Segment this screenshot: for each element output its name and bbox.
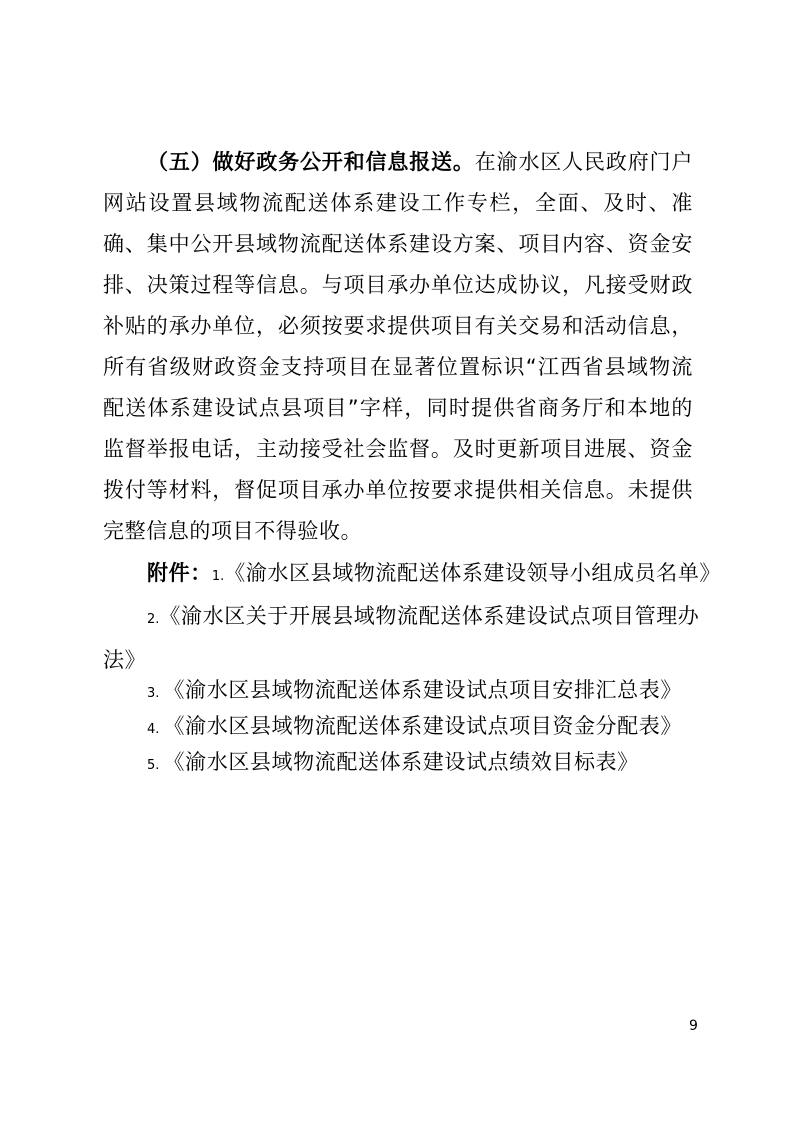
- attachment-number: 5.: [147, 758, 164, 773]
- attachment-title: 《渝水区县域物流配送体系建设试点绩效目标表》: [163, 750, 639, 774]
- section-heading: （五）做好政务公开和信息报送。: [147, 150, 475, 174]
- attachment-title: 《渝水区县域物流配送体系建设领导小组成员名单》: [224, 561, 722, 585]
- attachment-item-5: [103, 742, 747, 786]
- attachment-item-1: [103, 553, 747, 597]
- attachment-number: 4.: [147, 722, 164, 737]
- attachment-number: 2.: [147, 612, 160, 627]
- attachment-label: 附件：: [147, 561, 212, 585]
- attachment-title: 《渝水区关于开展县域物流配送体系建设试点项目管理办法》: [103, 604, 700, 672]
- attachment-number: 1.: [211, 569, 225, 584]
- attachment-title: 《渝水区县域物流配送体系建设试点项目资金分配表》: [163, 714, 682, 738]
- attachment-item-2: [103, 596, 703, 681]
- attachment-number: 3.: [147, 686, 164, 701]
- page-number: 9: [689, 1018, 698, 1034]
- attachment-title: 《渝水区县域物流配送体系建设试点项目安排汇总表》: [163, 678, 682, 702]
- section-body: 在渝水区人民政府门户网站设置县域物流配送体系建设工作专栏，全面、及时、准确、集中公开县域物流配送体系建设方案、项目内容、资金安排、决策过程等信息。与项目承办单位达成协议，凡接受财政补贴的承办单位，必须按要求提供项目有关交易和活动信息，所有省级财政资金支持项目在显著位置标识“江西省县域物流配送体系建设试点县项目”字样，同时提供省商务厅和本地的监督举报电话，主动接受社会监督。及时更新项目进展、资金拨付等材料，督促项目承办单位按要求提供相关信息。未提供完整信息的项目不得验收。: [103, 150, 693, 543]
- section-paragraph: [103, 142, 693, 552]
